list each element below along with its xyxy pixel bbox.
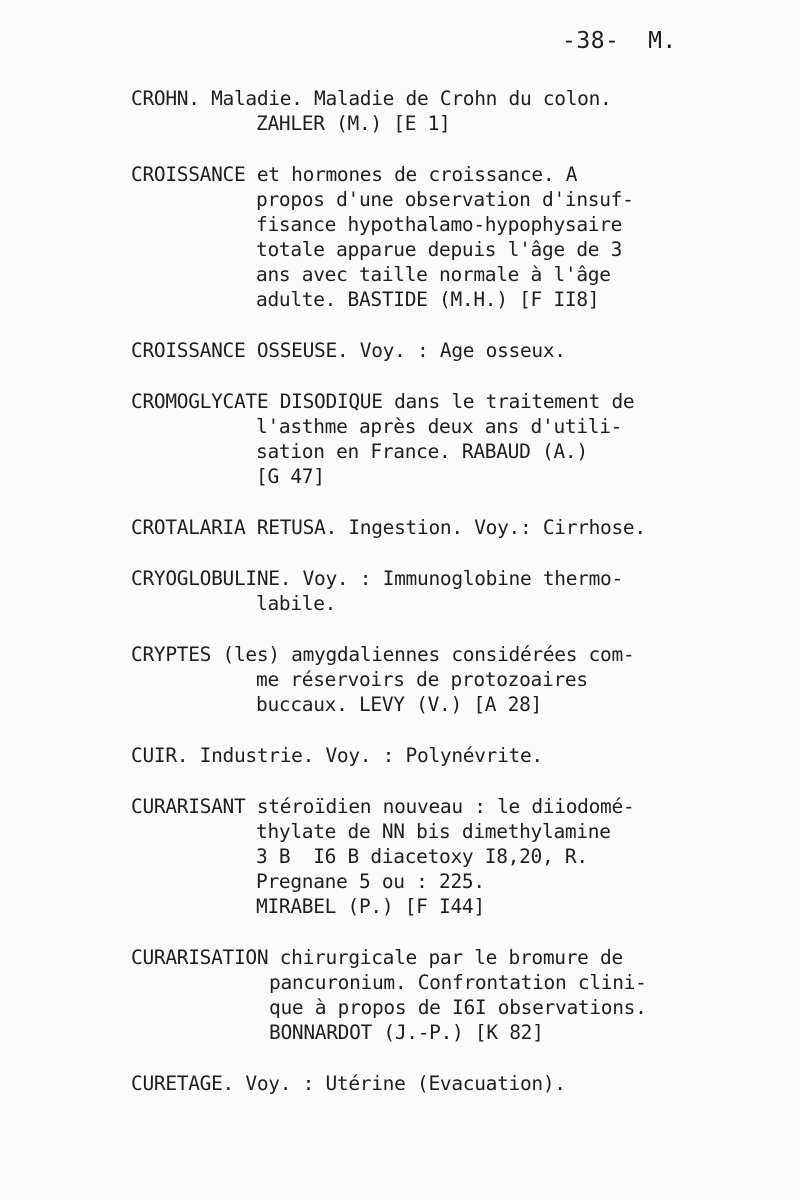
entry-line: CROHN. Maladie. Maladie de Crohn du colon. — [131, 87, 612, 110]
entry-line: MIRABEL (P.) [F I44] — [256, 895, 485, 918]
page-number: -38- M. — [562, 28, 677, 54]
entry-line: propos d'une observation d'insuf- — [256, 188, 634, 211]
entry-line: thylate de NN bis dimethylamine — [256, 820, 611, 843]
entry-line: sation en France. RABAUD (A.) — [256, 440, 588, 463]
entry-line: CROTALARIA RETUSA. Ingestion. Voy.: Cirrhose. — [131, 516, 646, 539]
entry-curarisation — [131, 945, 781, 1045]
entry-line: fisance hypothalamo-hypophysaire — [256, 213, 623, 236]
entry-line: adulte. BASTIDE (M.H.) [F II8] — [256, 288, 600, 311]
entry-line: CROMOGLYCATE DISODIQUE dans le traitement de — [131, 390, 635, 413]
entry-line: ans avec taille normale à l'âge — [256, 263, 611, 286]
entry-curarisant — [131, 794, 781, 919]
entry-line: [G 47] — [256, 465, 325, 488]
entry-cryptes — [131, 642, 781, 717]
entry-line: BONNARDOT (J.-P.) [K 82] — [269, 1021, 544, 1044]
entry-cuir — [131, 743, 781, 768]
entry-curetage — [131, 1071, 781, 1096]
entry-croissance — [131, 162, 781, 312]
entry-line: pancuronium. Confrontation clini- — [269, 971, 647, 994]
entry-line: labile. — [256, 592, 337, 615]
entry-line: buccaux. LEVY (V.) [A 28] — [256, 693, 543, 716]
entry-line: CURARISANT stéroïdien nouveau : le diiodomé- — [131, 795, 635, 818]
entry-line: CRYPTES (les) amygdaliennes considérées com- — [131, 643, 635, 666]
entry-line: CRYOGLOBULINE. Voy. : Immunoglobine thermo- — [131, 567, 623, 590]
entry-line: Pregnane 5 ou : 225. — [256, 870, 485, 893]
entry-line: 3 B I6 B diacetoxy I8,20, R. — [256, 845, 588, 868]
entry-cromoglycate — [131, 389, 781, 489]
entry-line: CUIR. Industrie. Voy. : Polynévrite. — [131, 744, 543, 767]
entry-line: totale apparue depuis l'âge de 3 — [256, 238, 623, 261]
entry-line: que à propos de I6I observations. — [269, 996, 647, 1019]
entry-line: CROISSANCE OSSEUSE. Voy. : Age osseux. — [131, 339, 566, 362]
entry-line: CROISSANCE et hormones de croissance. A — [131, 163, 578, 186]
entry-cryoglobuline — [131, 566, 781, 616]
entry-croissance-osseuse — [131, 338, 781, 363]
entry-line: me réservoirs de protozoaires — [256, 668, 588, 691]
entry-line: CURARISATION chirurgicale par le bromure de — [131, 946, 623, 969]
entry-crotalaria — [131, 515, 781, 540]
index-entries — [131, 86, 781, 1096]
entry-crohn — [131, 86, 781, 136]
entry-line: ZAHLER (M.) [E 1] — [256, 112, 451, 135]
entry-line: l'asthme après deux ans d'utili- — [256, 415, 623, 438]
entry-line: CURETAGE. Voy. : Utérine (Evacuation). — [131, 1072, 566, 1095]
